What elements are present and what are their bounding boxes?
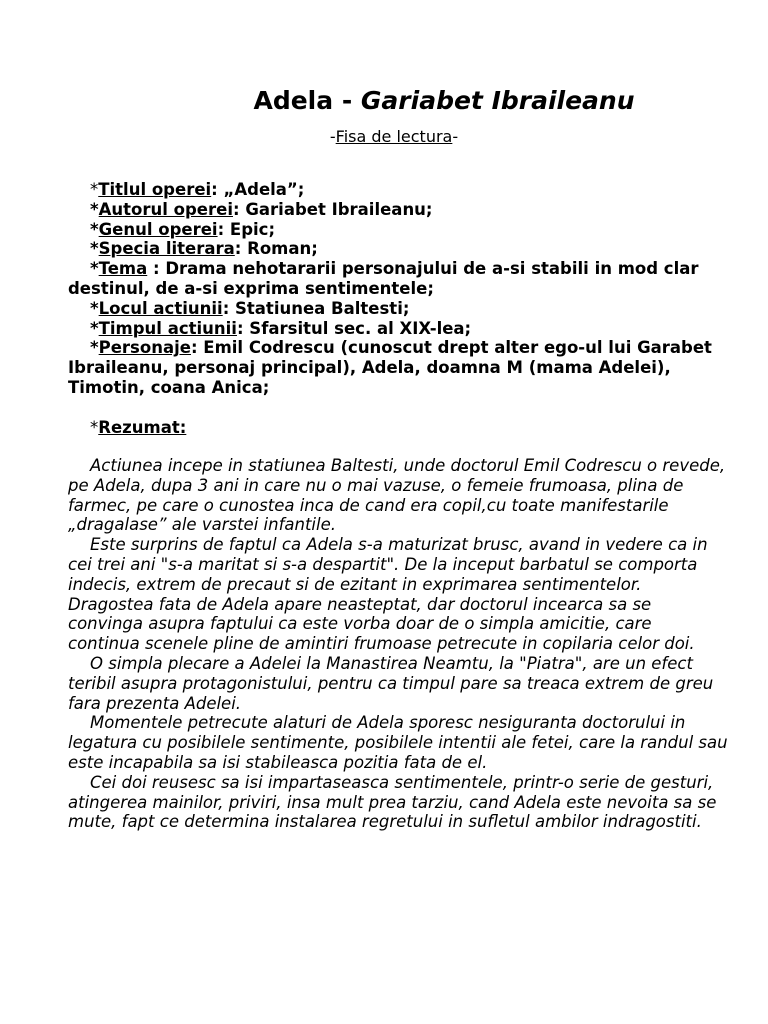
field-key: Personaje	[98, 338, 191, 358]
summary-star: *	[90, 418, 99, 437]
field-value: : Roman;	[234, 239, 318, 259]
field-key: Specia literara	[98, 239, 235, 259]
field-key: Titlul operei	[98, 180, 212, 199]
field-species	[68, 239, 728, 259]
subtitle-text: Fisa de lectura	[335, 127, 453, 146]
subtitle-dash-right: -	[452, 127, 459, 146]
summary-paragraph: Actiunea incepe in statiunea Baltesti, unde doctorul Emil Codrescu o revede, pe Adela, dupa 3 ani in care nu o mai vazuse, o femeie frumoasa, plina de farmec, pe care o cunostea inca de cand era copil,cu toate manifestarile „dragalase” ale varstei infantile.	[68, 456, 726, 535]
field-author	[68, 200, 728, 220]
field-theme	[68, 259, 728, 299]
field-key: Genul operei	[98, 219, 218, 239]
field-star: *	[90, 338, 99, 358]
summary-paragraph: Momentele petrecute alaturi de Adela sporesc nesiguranta doctorului in legatura cu posibilele sentimente, posibilele intentii ale fetei, care la randul sau este incapabila sa isi stabileasca pozitia fata de el.	[68, 713, 728, 772]
field-star: *	[90, 318, 99, 338]
field-key: Locul actiunii	[98, 298, 223, 318]
reading-sheet-fields	[68, 180, 728, 398]
field-key: Timpul actiunii	[98, 318, 237, 338]
summary-paragraph: O simpla plecare a Adelei la Manastirea Neamtu, la "Piatra", are un efect teribil asupra protagonistului, pentru ca timpul pare sa treaca extrem de greu fara prezenta Adelei.	[68, 653, 714, 713]
summary-heading-text: Rezumat:	[98, 418, 187, 437]
book-title: Adela	[253, 86, 334, 115]
summary-paragraph: Cei doi reusesc sa isi impartaseasca sentimentele, printr-o serie de gesturi, atingerea mainilor, priviri, insa mult prea tarziu, cand Adela este nevoita sa se mute, fapt ce determina instalarea regretului in sufletul ambilor indragostiti.	[68, 772, 717, 832]
field-time	[68, 319, 728, 339]
field-value: : Emil Codrescu (cunoscut drept alter ego-ul lui Garabet Ibraileanu, personaj principal), Adela, doamna M (mama Adelei), Timotin, coana Anica;	[68, 338, 712, 397]
field-value: : „Adela”;	[211, 180, 305, 199]
field-key: Tema	[98, 259, 148, 279]
field-value: : Epic;	[217, 219, 276, 239]
summary-heading	[90, 418, 186, 438]
field-place	[68, 299, 728, 319]
field-star: *	[90, 219, 99, 239]
field-star: *	[90, 259, 99, 279]
field-value: : Gariabet Ibraileanu;	[233, 199, 433, 219]
subtitle-dash-left: -	[329, 127, 336, 146]
field-star: *	[90, 239, 99, 259]
document-title	[0, 86, 768, 115]
field-star: *	[90, 180, 99, 199]
field-value: : Statiunea Baltesti;	[222, 298, 410, 318]
field-star: *	[90, 298, 99, 318]
field-characters	[68, 338, 728, 397]
field-value: : Sfarsitul sec. al XIX-lea;	[236, 318, 472, 338]
summary-paragraph: Este surprins de faptul ca Adela s-a maturizat brusc, avand in vedere ca in cei trei ani "s-a maritat si s-a despartit". De la inceput barbatul se comporta indecis, extrem de precaut si de ezitant in exprimarea sentimentelor. Dragostea fata de Adela apare neasteptat, dar doctorul incearca sa se convinga asupra faptului ca este vorba doar de o simpla amicitie, care continua scenele pline de amintiri frumoase petrecute in copilaria celor doi.	[68, 535, 708, 654]
title-separator: -	[333, 86, 361, 115]
author-name: Gariabet Ibraileanu	[360, 86, 635, 115]
field-star: *	[90, 199, 99, 219]
field-key: Autorul operei	[98, 199, 233, 219]
field-genre	[68, 220, 728, 240]
document-subtitle	[0, 127, 768, 146]
summary-body	[68, 456, 728, 832]
field-value: : Drama nehotararii personajului de a-si stabili in mod clar destinul, de a-si exprima sentimentele;	[68, 259, 699, 298]
field-title	[68, 180, 728, 200]
